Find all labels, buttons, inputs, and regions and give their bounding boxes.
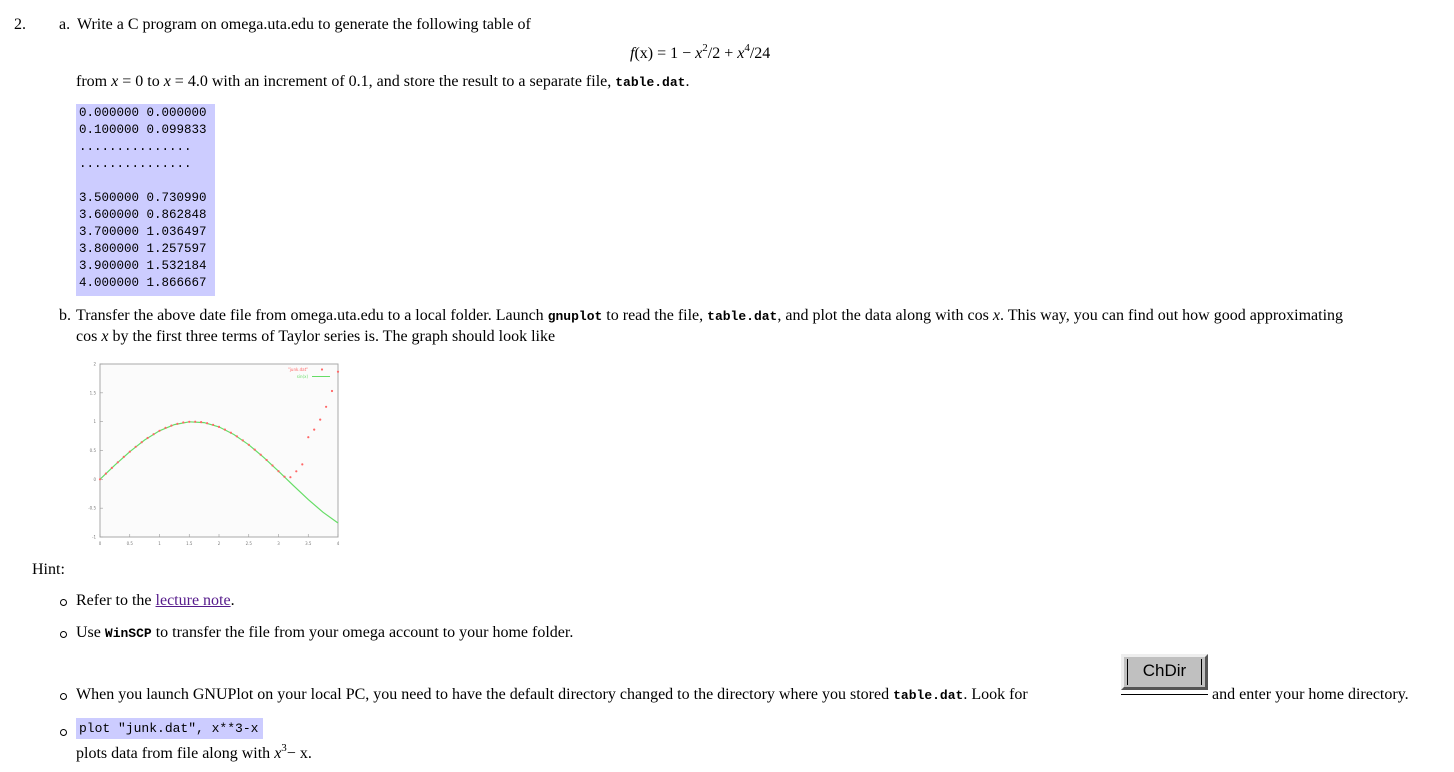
data-point bbox=[224, 429, 226, 431]
data-point bbox=[307, 436, 309, 438]
problem-number: 2. bbox=[14, 16, 26, 33]
hint-item-4-line2 bbox=[76, 741, 312, 763]
table-row: 0.000000 0.000000 bbox=[79, 106, 207, 120]
y-tick-label: -1 bbox=[92, 534, 96, 540]
data-point bbox=[135, 446, 137, 448]
data-point bbox=[230, 432, 232, 434]
data-point bbox=[182, 421, 184, 423]
table-dots: ............... bbox=[79, 140, 192, 154]
range-x-a: x bbox=[111, 73, 119, 90]
part-b-text-d: . This way, you can find out how good approximating bbox=[999, 307, 1344, 324]
data-point bbox=[123, 456, 125, 458]
taylor-graph bbox=[76, 356, 346, 549]
hint-item-2-pre: Use bbox=[76, 624, 105, 641]
y-tick-label: -0.5 bbox=[88, 505, 96, 511]
table-row: 0.100000 0.099833 bbox=[79, 123, 207, 137]
bullet-icon bbox=[60, 599, 67, 606]
part-b-x: x bbox=[992, 307, 1000, 324]
formula-lhs: (x) = 1 − bbox=[634, 45, 696, 62]
data-point bbox=[313, 429, 315, 431]
data-point bbox=[188, 421, 190, 423]
x-tick-label: 2.5 bbox=[245, 541, 252, 546]
table-output bbox=[76, 104, 215, 296]
part-b-label: b. bbox=[59, 307, 71, 324]
range-end: . bbox=[685, 73, 690, 90]
filename-code: table.dat bbox=[893, 688, 964, 703]
hint-item-4-pre: plots data from file along with bbox=[76, 745, 275, 762]
legend-label: "junk.dat" bbox=[287, 367, 308, 372]
hint-item-4-post: − x. bbox=[286, 745, 312, 762]
formula bbox=[630, 41, 771, 63]
filename-code: table.dat bbox=[615, 75, 686, 90]
table-row: 3.600000 0.862848 bbox=[79, 208, 207, 222]
part-b-text-c: , and plot the data along with cos bbox=[777, 307, 993, 324]
part-a-label: a. bbox=[59, 16, 71, 33]
data-point bbox=[200, 421, 202, 423]
data-point bbox=[277, 470, 279, 472]
data-point bbox=[301, 463, 303, 465]
data-point bbox=[260, 454, 262, 456]
formula-exp1: 2 bbox=[702, 41, 708, 54]
data-point bbox=[289, 476, 291, 478]
data-point bbox=[236, 435, 238, 437]
chdir-button[interactable] bbox=[1121, 654, 1208, 690]
data-point bbox=[111, 467, 113, 469]
y-tick-label: 1.5 bbox=[89, 390, 96, 396]
data-point bbox=[254, 449, 256, 451]
data-point bbox=[147, 437, 149, 439]
range-pre: from bbox=[76, 73, 112, 90]
data-point bbox=[158, 430, 160, 432]
formula-x2: x bbox=[737, 45, 745, 62]
hint-item-2-post: to transfer the file from your omega account to your home folder. bbox=[151, 624, 574, 641]
data-point bbox=[266, 459, 268, 461]
data-point bbox=[295, 470, 297, 472]
formula-f: f bbox=[630, 45, 635, 62]
x-tick-label: 4 bbox=[336, 541, 340, 546]
range-mid2: = 4.0 with an increment of 0.1, and store the result to a separate file, bbox=[170, 73, 616, 90]
x-tick-label: 1 bbox=[158, 541, 161, 546]
hint-item-4-x: x bbox=[274, 745, 282, 762]
filename-code: table.dat bbox=[707, 309, 778, 324]
data-point bbox=[206, 422, 208, 424]
legend-point bbox=[321, 368, 323, 370]
x-tick-label: 1.5 bbox=[186, 541, 193, 546]
formula-tail: /24 bbox=[749, 45, 771, 62]
data-point bbox=[248, 444, 250, 446]
hint-item-3 bbox=[76, 686, 1028, 704]
data-point bbox=[105, 473, 107, 475]
data-point bbox=[331, 390, 333, 392]
table-row: 4.000000 1.866667 bbox=[79, 276, 207, 290]
data-point bbox=[117, 461, 119, 463]
data-point bbox=[170, 425, 172, 427]
data-point bbox=[194, 421, 196, 423]
range-mid1: = 0 to bbox=[118, 73, 164, 90]
part-a-intro: Write a C program on omega.uta.edu to generate the following table of bbox=[77, 16, 531, 33]
plot-frame bbox=[100, 364, 338, 537]
legend-label: sin(x) bbox=[296, 374, 308, 379]
lecture-note-link[interactable]: lecture note bbox=[155, 592, 231, 609]
data-point bbox=[337, 371, 339, 373]
hint-item-3-pre: When you launch GNUPlot on your local PC, you need to have the default directory changed to the directory where you stored bbox=[76, 686, 894, 703]
table-row: 3.800000 1.257597 bbox=[79, 242, 207, 256]
y-tick-label: 0 bbox=[93, 476, 96, 482]
x-tick-label: 3.5 bbox=[305, 541, 312, 546]
part-b-line2-a: cos bbox=[76, 328, 102, 345]
hint-item-4-exp: 3 bbox=[281, 741, 287, 754]
data-point bbox=[141, 441, 143, 443]
part-b-line2 bbox=[76, 328, 555, 346]
hint-item-1-pre: Refer to the bbox=[76, 592, 156, 609]
y-tick-label: 1 bbox=[93, 419, 96, 425]
data-point bbox=[325, 406, 327, 408]
hint-label: Hint: bbox=[32, 561, 65, 578]
part-b-line2-x: x bbox=[101, 328, 109, 345]
y-tick-label: 0.5 bbox=[89, 448, 96, 453]
hint-item-1-post: . bbox=[230, 592, 235, 609]
part-b-line2-b: by the first three terms of Taylor series is. The graph should look like bbox=[108, 328, 556, 345]
y-tick-label: 2 bbox=[93, 361, 96, 367]
part-b-text-a: Transfer the above date file from omega.uta.edu to a local folder. Launch bbox=[76, 307, 548, 324]
hint-item-1 bbox=[76, 592, 235, 610]
formula-mid: /2 + bbox=[707, 45, 738, 62]
data-point bbox=[271, 464, 273, 466]
data-point bbox=[129, 451, 131, 453]
formula-x1: x bbox=[695, 45, 703, 62]
x-tick-label: 0.5 bbox=[126, 541, 133, 546]
data-point bbox=[319, 419, 321, 421]
table-row: 3.700000 1.036497 bbox=[79, 225, 207, 239]
part-b-line1 bbox=[76, 307, 1343, 325]
x-tick-label: 2 bbox=[217, 541, 221, 546]
data-point bbox=[164, 427, 166, 429]
data-point bbox=[283, 476, 285, 478]
data-point bbox=[153, 433, 155, 435]
data-point bbox=[212, 424, 214, 426]
data-point bbox=[99, 478, 101, 480]
range-x-b: x bbox=[163, 73, 171, 90]
data-point bbox=[218, 426, 220, 428]
bullet-icon bbox=[60, 729, 67, 736]
x-tick-label: 0 bbox=[98, 541, 102, 546]
gnuplot-code: gnuplot bbox=[547, 309, 603, 324]
part-b-text-b: to read the file, bbox=[602, 307, 708, 324]
table-row: 3.500000 0.730990 bbox=[79, 191, 207, 205]
table-dots: ............... bbox=[79, 157, 192, 171]
data-point bbox=[242, 439, 244, 441]
x-tick-label: 3 bbox=[277, 541, 280, 546]
plot-command-code: plot "junk.dat", x**3-x bbox=[76, 718, 263, 739]
bullet-icon bbox=[60, 693, 67, 700]
table-row: 3.900000 1.532184 bbox=[79, 259, 207, 273]
data-point bbox=[176, 423, 178, 425]
chdir-underline bbox=[1121, 694, 1208, 695]
hint-item-3-tail: and enter your home directory. bbox=[1212, 686, 1409, 703]
bullet-icon bbox=[60, 631, 67, 638]
hint-item-3-post: . Look for bbox=[963, 686, 1028, 703]
chdir-label: ChDir bbox=[1142, 661, 1187, 680]
range-sentence bbox=[76, 73, 689, 91]
winscp-code: WinSCP bbox=[104, 626, 152, 641]
formula-exp2: 4 bbox=[744, 41, 750, 54]
hint-item-2 bbox=[76, 624, 573, 642]
